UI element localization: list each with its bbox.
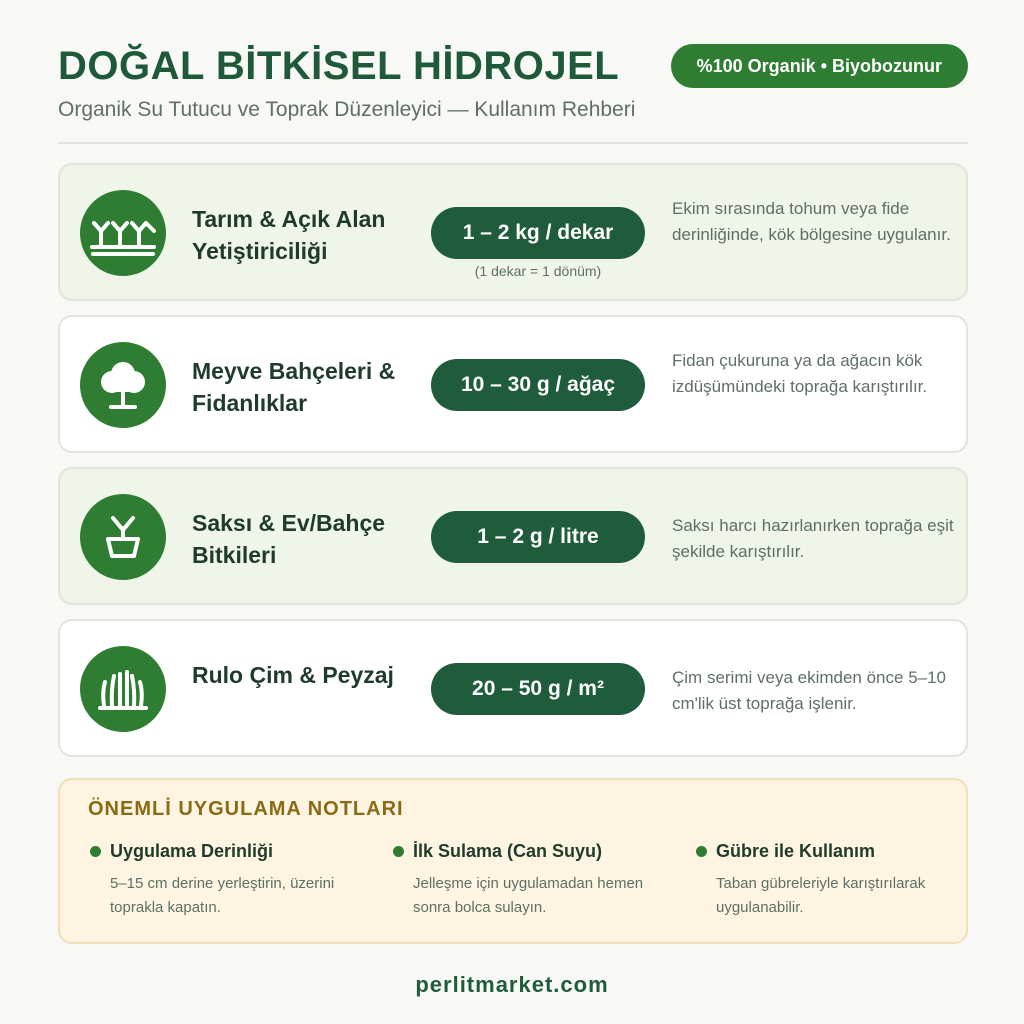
note-text: 5–15 cm derine yerleştirin, üzerini toprakla kapatın. [110, 875, 335, 916]
notes-title: ÖNEMLİ UYGULAMA NOTLARI [88, 798, 404, 820]
header-divider [58, 142, 968, 144]
dose-badge: 20 – 50 g / m² [431, 663, 645, 715]
header [58, 40, 968, 144]
dose-badge: 1 – 2 g / litre [431, 511, 645, 563]
dose-note: (1 dekar = 1 dönüm) [474, 263, 602, 279]
application-description: Çim serimi veya ekimden önce 5–10 cm'lik üst toprağa işlenir. [672, 668, 947, 713]
note-title: Uygulama Derinliği [110, 841, 274, 861]
note-text: Taban gübreleriyle karıştırılarak uygulanabilir. [716, 875, 926, 916]
application-title: Tarım & Açık Alan Yetiştiriciliği [192, 206, 386, 264]
note-item [391, 838, 661, 920]
application-description: Ekim sırasında tohum veya fide derinliğinde, kök bölgesine uygulanır. [672, 199, 951, 244]
application-title: Rulo Çim & Peyzaj [192, 662, 394, 688]
note-title: İlk Sulama (Can Suyu) [413, 841, 603, 861]
application-title: Meyve Bahçeleri & Fidanlıklar [192, 358, 396, 416]
note-item [694, 838, 964, 920]
footer-website: perlitmarket.com [415, 972, 609, 997]
application-row-orchards [58, 315, 968, 453]
note-heading [391, 838, 661, 864]
application-row-potted [58, 467, 968, 605]
tree-icon [80, 342, 166, 428]
grass-icon [80, 646, 166, 732]
application-row-lawn [58, 619, 968, 757]
application-row-agriculture [58, 163, 968, 301]
note-text: Jelleşme için uygulamadan hemen sonra bolca sulayın. [413, 875, 644, 916]
page-subtitle: Organik Su Tutucu ve Toprak Düzenleyici — Kullanım Rehberi [58, 98, 636, 121]
crops-icon [80, 190, 166, 276]
dose-badge: 10 – 30 g / ağaç [431, 359, 645, 411]
note-item [88, 838, 358, 920]
bullet-icon [90, 846, 101, 857]
important-notes-panel [58, 778, 968, 944]
note-title: Gübre ile Kullanım [716, 841, 876, 861]
organic-badge: %100 Organik • Biyobozunur [671, 44, 968, 88]
application-title: Saksı & Ev/Bahçe Bitkileri [192, 510, 386, 568]
note-heading [694, 838, 964, 864]
potted-plant-icon [80, 494, 166, 580]
application-description: Fidan çukuruna ya da ağacın kök izdüşümündeki toprağa karıştırılır. [672, 351, 928, 396]
page-title: DOĞAL BİTKİSEL HİDROJEL [58, 44, 620, 88]
bullet-icon [696, 846, 707, 857]
note-heading [88, 838, 358, 864]
application-description: Saksı harcı hazırlanırken toprağa eşit şekilde karıştırılır. [672, 516, 954, 561]
bullet-icon [393, 846, 404, 857]
dose-badge: 1 – 2 kg / dekar [431, 207, 645, 259]
